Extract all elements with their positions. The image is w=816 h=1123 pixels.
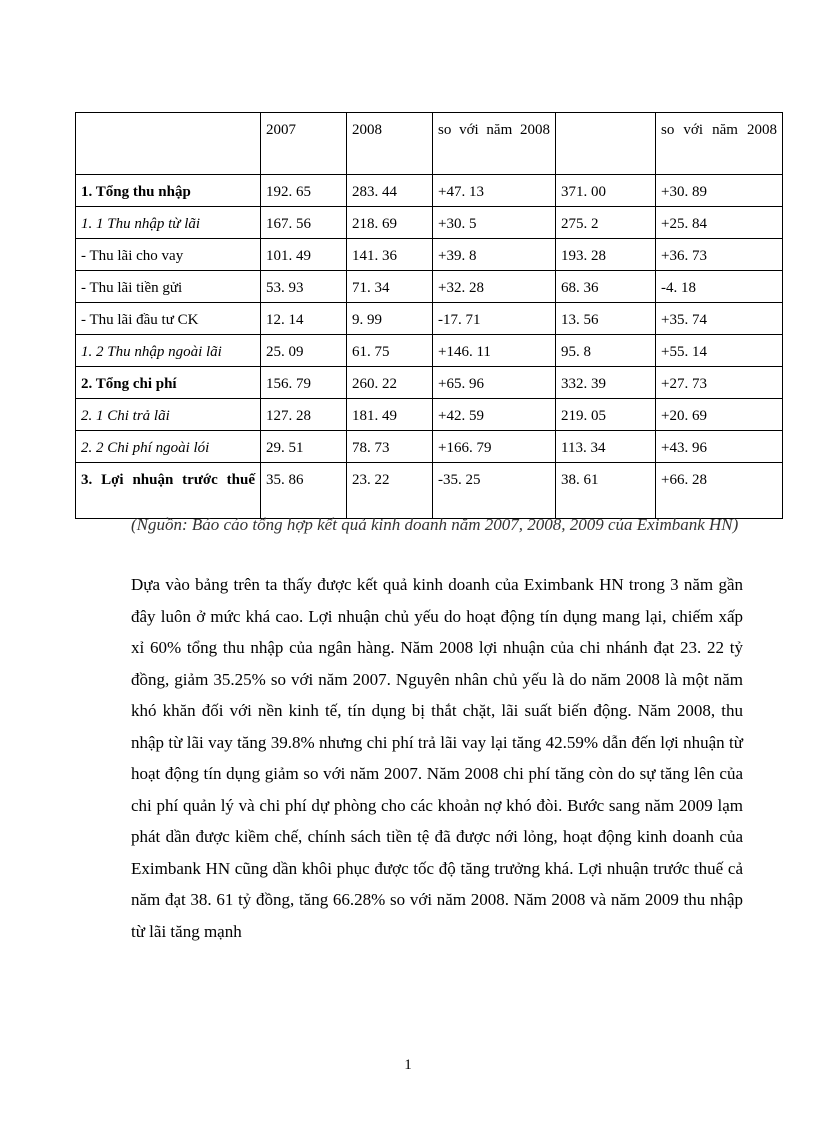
value-cell: 101. 49 <box>261 239 347 271</box>
table-row <box>76 175 783 207</box>
header-cell-2009 <box>556 113 656 175</box>
value-cell: 141. 36 <box>347 239 433 271</box>
value-cell: 71. 34 <box>347 271 433 303</box>
value-cell: 156. 79 <box>261 367 347 399</box>
value-cell: 25. 09 <box>261 335 347 367</box>
source-note: (Nguồn: Báo cáo tổng hợp kết quả kinh doanh năm 2007, 2008, 2009 của Eximbank HN) <box>131 515 739 534</box>
financial-results-table <box>75 112 783 519</box>
header-cell-compare-2009: so với năm 2008 <box>656 113 783 175</box>
body-paragraph: Dựa vào bảng trên ta thấy được kết quả kinh doanh của Eximbank HN trong 3 năm gần đây luôn ở mức khá cao. Lợi nhuận chủ yếu do hoạt động tín dụng mang lại, chiếm xấp xỉ 60% tổng thu nhập của ngân hàng. Năm 2008 lợi nhuận của chi nhánh đạt 23. 22 tỷ đồng, giảm 35.25% so với năm 2007. Nguyên nhân chủ yếu là do năm 2008 là một năm khó khăn đối với nền kinh tế, tín dụng bị thắt chặt, lãi suất biến động. Năm 2008, thu nhập từ lãi vay tăng 39.8% nhưng chi phí trả lãi vay lại tăng 42.59% dẫn đến lợi nhuận từ hoạt động tín dụng giảm so với năm 2007. Năm 2008 chi phí tăng còn do sự tăng lên của chi phí quản lý và chi phí dự phòng cho các khoản nợ khó đòi. Bước sang năm 2009 lạm phát dần được kiềm chế, chính sách tiền tệ đã được nới lỏng, hoạt động kinh doanh của Eximbank HN cũng dần khôi phục được tốc độ tăng trưởng khá. Lợi nhuận trước thuế cả năm đạt 38. 61 tỷ đồng, tăng 66.28% so với năm 2008. Năm 2008 và năm 2009 thu nhập từ lãi tăng mạnh <box>131 575 743 941</box>
value-cell: 78. 73 <box>347 431 433 463</box>
row-label: - Thu lãi đầu tư CK <box>76 303 261 335</box>
value-cell: +146. 11 <box>433 335 556 367</box>
value-cell: +36. 73 <box>656 239 783 271</box>
table-row <box>76 367 783 399</box>
value-cell: +42. 59 <box>433 399 556 431</box>
value-cell: 260. 22 <box>347 367 433 399</box>
value-cell: 53. 93 <box>261 271 347 303</box>
value-cell: 219. 05 <box>556 399 656 431</box>
value-cell: 283. 44 <box>347 175 433 207</box>
value-cell: +55. 14 <box>656 335 783 367</box>
row-label: 1. Tổng thu nhập <box>76 175 261 207</box>
value-cell: 12. 14 <box>261 303 347 335</box>
table-row <box>76 271 783 303</box>
row-label: 2. 2 Chi phí ngoài lói <box>76 431 261 463</box>
row-label: - Thu lãi cho vay <box>76 239 261 271</box>
value-cell: +39. 8 <box>433 239 556 271</box>
page-number: 1 <box>404 1057 412 1073</box>
value-cell: 13. 56 <box>556 303 656 335</box>
value-cell: +47. 13 <box>433 175 556 207</box>
table-header-row <box>76 113 783 175</box>
value-cell: 218. 69 <box>347 207 433 239</box>
value-cell: 9. 99 <box>347 303 433 335</box>
value-cell: 23. 22 <box>347 463 433 519</box>
value-cell: 167. 56 <box>261 207 347 239</box>
value-cell: +25. 84 <box>656 207 783 239</box>
value-cell: 113. 34 <box>556 431 656 463</box>
row-label: - Thu lãi tiền gửi <box>76 271 261 303</box>
row-label: 1. 1 Thu nhập từ lãi <box>76 207 261 239</box>
value-cell: 332. 39 <box>556 367 656 399</box>
value-cell: 38. 61 <box>556 463 656 519</box>
table-row <box>76 207 783 239</box>
value-cell: 192. 65 <box>261 175 347 207</box>
value-cell: -35. 25 <box>433 463 556 519</box>
value-cell: +32. 28 <box>433 271 556 303</box>
value-cell: +20. 69 <box>656 399 783 431</box>
value-cell: +27. 73 <box>656 367 783 399</box>
value-cell: 275. 2 <box>556 207 656 239</box>
value-cell: 61. 75 <box>347 335 433 367</box>
value-cell: 68. 36 <box>556 271 656 303</box>
header-cell-2008: 2008 <box>347 113 433 175</box>
value-cell: +66. 28 <box>656 463 783 519</box>
value-cell: 181. 49 <box>347 399 433 431</box>
table-row <box>76 303 783 335</box>
header-cell-2007: 2007 <box>261 113 347 175</box>
value-cell: -4. 18 <box>656 271 783 303</box>
table-row <box>76 399 783 431</box>
row-label: 1. 2 Thu nhập ngoài lãi <box>76 335 261 367</box>
row-label: 2. Tổng chi phí <box>76 367 261 399</box>
row-label: 2. 1 Chi trả lãi <box>76 399 261 431</box>
value-cell: +35. 74 <box>656 303 783 335</box>
header-cell <box>76 113 261 175</box>
value-cell: +30. 89 <box>656 175 783 207</box>
value-cell: +65. 96 <box>433 367 556 399</box>
value-cell: 35. 86 <box>261 463 347 519</box>
table-row <box>76 431 783 463</box>
value-cell: 127. 28 <box>261 399 347 431</box>
value-cell: 193. 28 <box>556 239 656 271</box>
value-cell: 95. 8 <box>556 335 656 367</box>
table-row <box>76 239 783 271</box>
table-row <box>76 335 783 367</box>
value-cell: +43. 96 <box>656 431 783 463</box>
row-label: 3. Lợi nhuận trước thuế <box>76 463 261 519</box>
header-cell-compare-2008: so với năm 2008 <box>433 113 556 175</box>
value-cell: -17. 71 <box>433 303 556 335</box>
value-cell: +30. 5 <box>433 207 556 239</box>
table-body <box>76 113 783 519</box>
value-cell: 371. 00 <box>556 175 656 207</box>
value-cell: +166. 79 <box>433 431 556 463</box>
value-cell: 29. 51 <box>261 431 347 463</box>
